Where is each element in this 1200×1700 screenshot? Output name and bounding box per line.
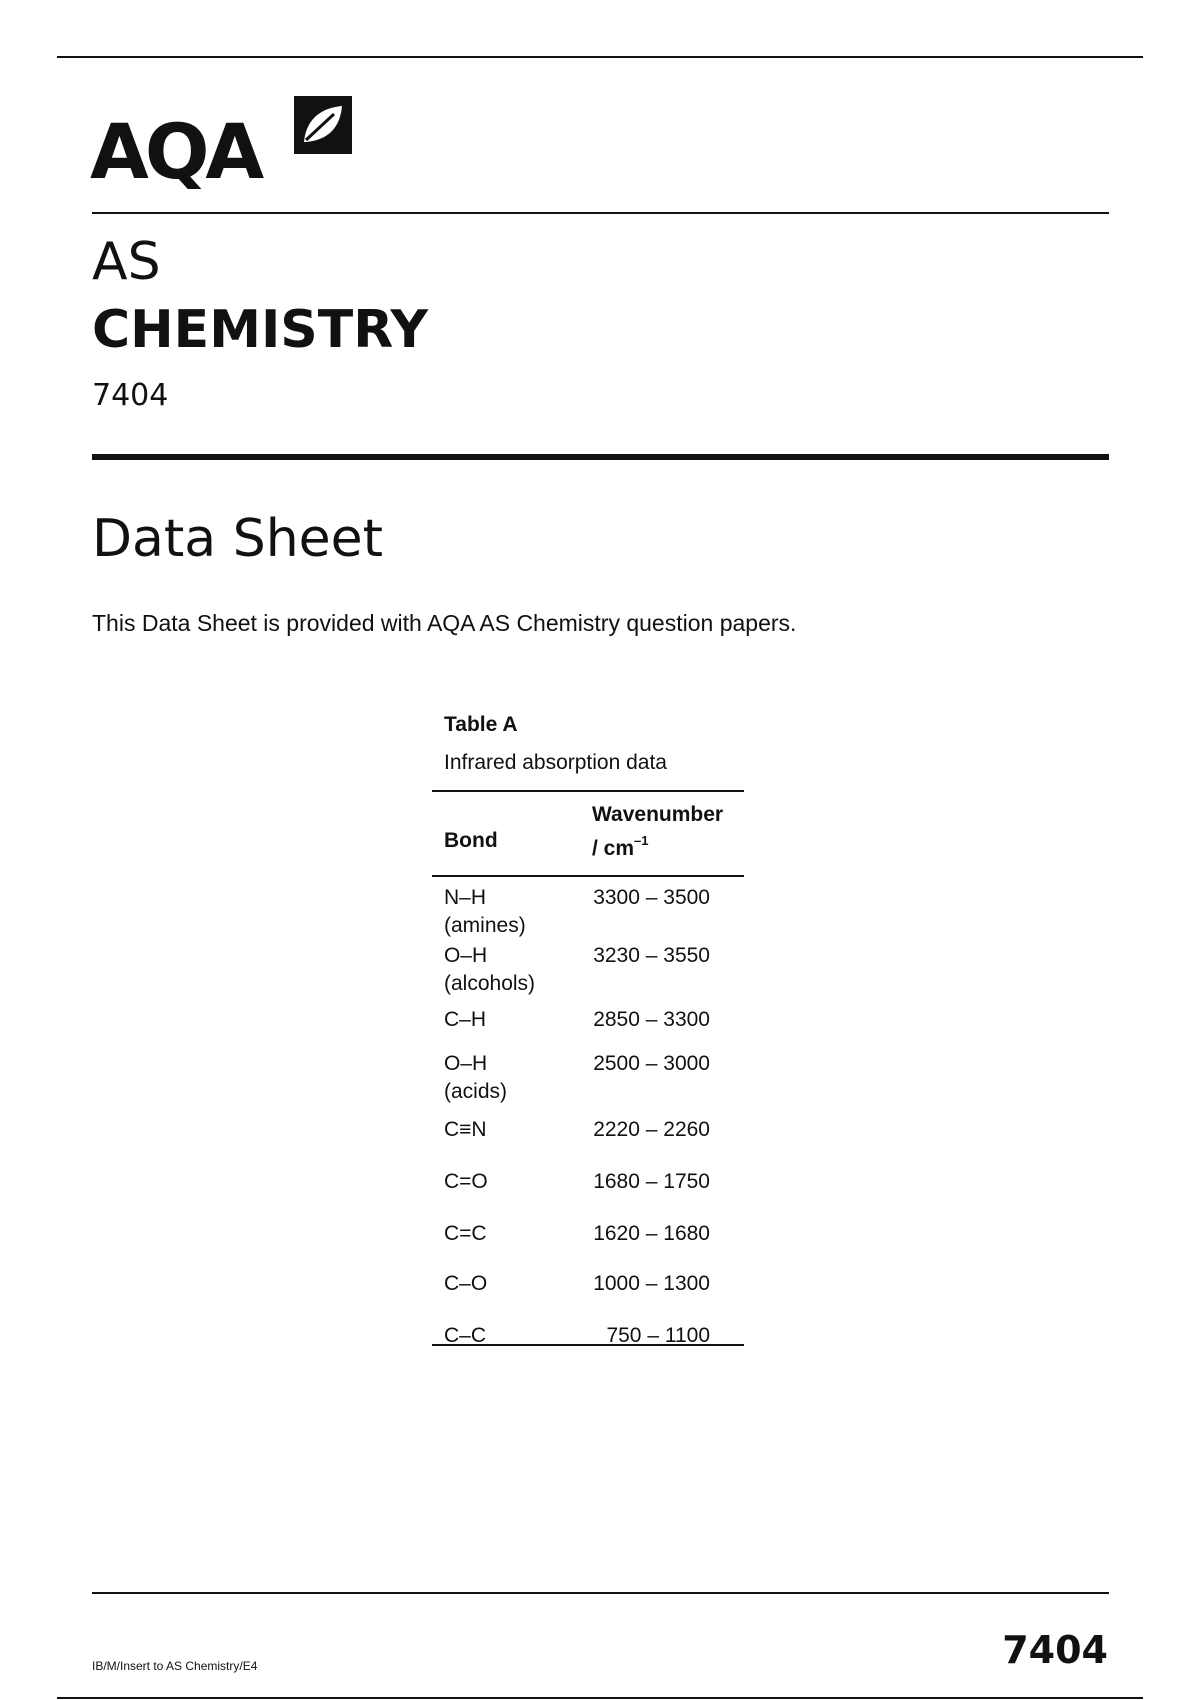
unit-text: / cm: [592, 837, 635, 860]
bond-cell: C–O: [444, 1272, 488, 1295]
table-row: [444, 1322, 486, 1350]
table-row: [444, 1168, 488, 1196]
intro-text: This Data Sheet is provided with AQA AS Chemistry question papers.: [92, 610, 797, 636]
table-row: [444, 1006, 486, 1034]
page-title: Data Sheet: [92, 509, 384, 569]
wavenumber-cell: 3230 – 3550: [593, 944, 710, 967]
table-row: [444, 942, 535, 998]
qualification-level: AS: [92, 232, 161, 292]
header-divider: [432, 875, 744, 877]
column-header-bond: Bond: [444, 829, 498, 852]
wavenumber-cell: 2850 – 3300: [593, 1008, 710, 1031]
specification-code: 7404: [92, 378, 169, 413]
table-row: [444, 1270, 487, 1298]
infrared-table: [432, 790, 744, 1346]
bond-cell: N–H: [444, 886, 487, 909]
bond-cell: C–H: [444, 1008, 487, 1031]
unit-exponent: –1: [634, 833, 649, 848]
footer-divider: [92, 1592, 1109, 1594]
bottom-rule: [57, 1697, 1143, 1699]
subject-title: CHEMISTRY: [92, 300, 429, 360]
bond-note: (acids): [444, 1080, 508, 1103]
table-row: [444, 884, 526, 940]
table-row: [444, 1116, 487, 1144]
bond-cell: O–H: [444, 944, 488, 967]
bond-cell: C≡N: [444, 1118, 487, 1141]
table-row: [444, 1050, 507, 1106]
wavenumber-cell: 1620 – 1680: [593, 1222, 710, 1245]
aqa-logo: [90, 96, 360, 196]
bond-cell: C–C: [444, 1324, 487, 1347]
wavenumber-cell: 1680 – 1750: [593, 1170, 710, 1193]
leaf-square-icon: [294, 96, 352, 154]
thick-divider: [92, 454, 1109, 460]
document-reference: IB/M/Insert to AS Chemistry/E4: [92, 1659, 258, 1673]
bond-note: (amines): [444, 914, 526, 937]
column-header-wavenumber: Wavenumber: [592, 803, 724, 826]
footer-specification-code: 7404: [1002, 1628, 1108, 1672]
wavenumber-cell: 1000 – 1300: [593, 1272, 710, 1295]
table-caption: Infrared absorption data: [444, 751, 667, 774]
wavenumber-cell: 2500 – 3000: [593, 1052, 710, 1075]
bond-note: (alcohols): [444, 972, 536, 995]
logo-text: AQA: [90, 107, 261, 196]
wavenumber-cell: 2220 – 2260: [593, 1118, 710, 1141]
bond-cell: C=C: [444, 1222, 487, 1245]
table-label: Table A: [444, 713, 518, 736]
bond-cell: C=O: [444, 1170, 488, 1193]
top-rule: [57, 56, 1143, 58]
logo-divider: [92, 212, 1109, 214]
bond-cell: O–H: [444, 1052, 488, 1075]
column-header-unit: [592, 830, 649, 862]
wavenumber-cell: 750 – 1100: [606, 1324, 710, 1347]
table-row: [444, 1220, 487, 1248]
wavenumber-cell: 3300 – 3500: [593, 886, 710, 909]
